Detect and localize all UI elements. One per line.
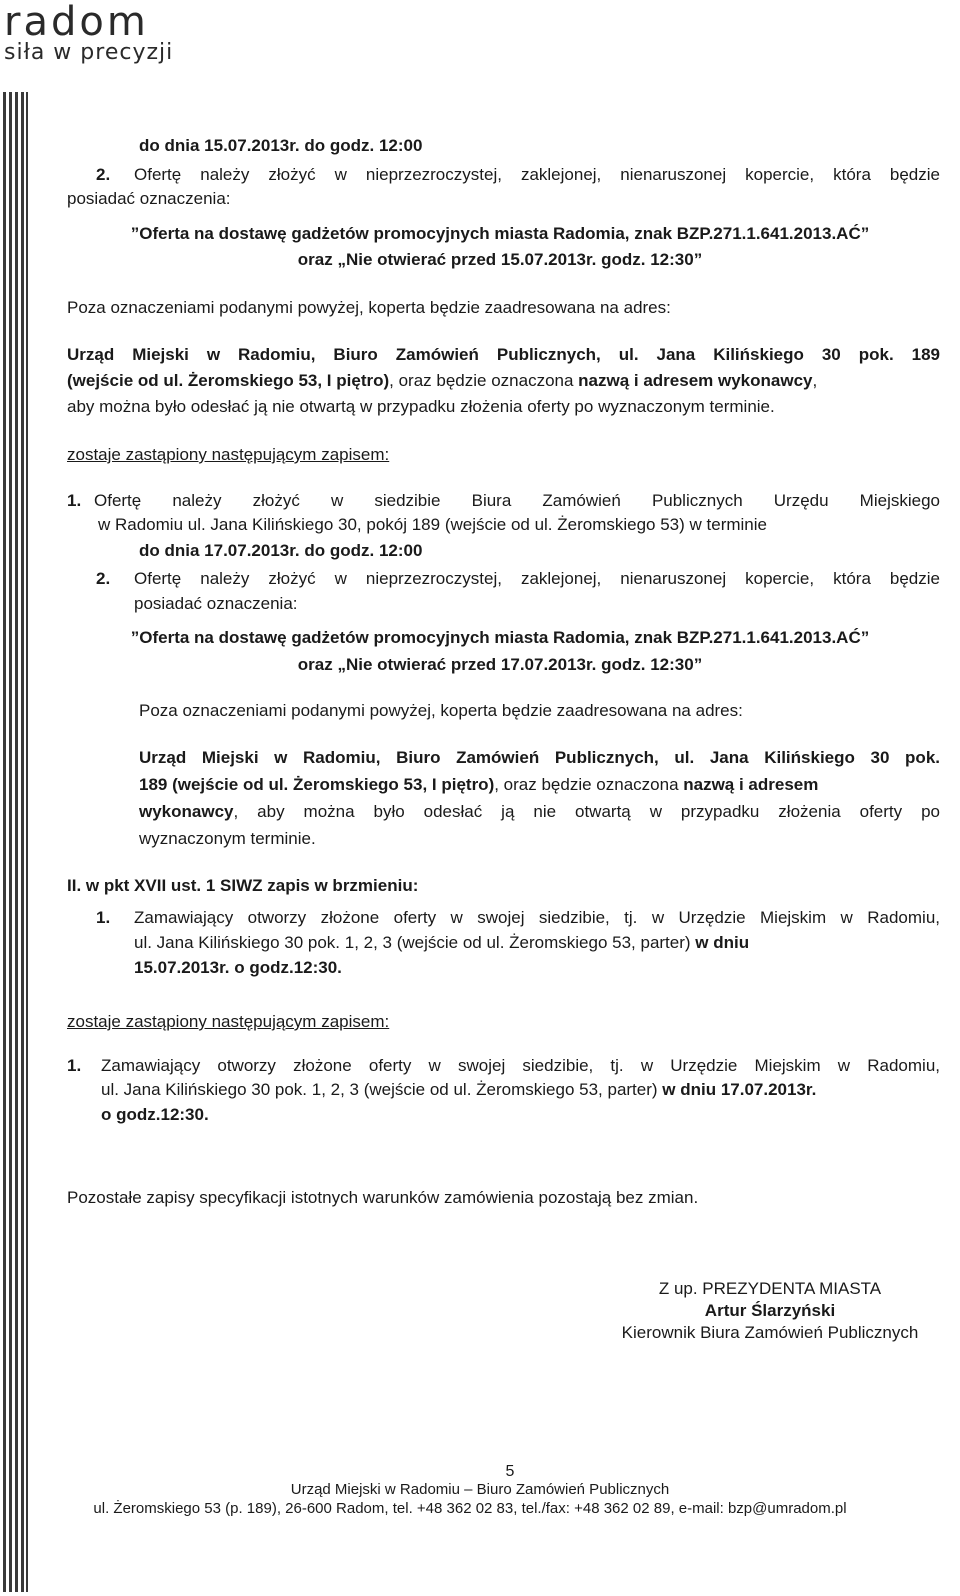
signature-line: Z up. PREZYDENTA MIASTA xyxy=(658,1279,882,1298)
paragraph-line: Poza oznaczeniami podanymi powyżej, koperta będzie zaadresowana na adres: xyxy=(139,701,743,720)
paragraph-line: Zamawiający otworzy złożone oferty w swojej siedzibie, tj. w Urzędzie Miejskim w Radomiu, xyxy=(101,1056,940,1075)
item-number: 1. xyxy=(96,908,111,927)
paragraph-line: Ofertę należy złożyć w siedzibie Biura Zamówień Publicznych Urzędu Miejskiego xyxy=(94,491,940,510)
paragraph-line: ul. Jana Kilińskiego 30 pok. 1, 2, 3 (wejście od ul. Żeromskiego 53, parter) w dniu 17.07.2013r. xyxy=(101,1080,817,1099)
envelope-label-line: ”Oferta na dostawę gadżetów promocyjnych miasta Radomia, znak BZP.271.1.641.2013.AĆ” xyxy=(130,628,870,647)
envelope-label-line: ”Oferta na dostawę gadżetów promocyjnych miasta Radomia, znak BZP.271.1.641.2013.AĆ” xyxy=(130,224,870,243)
radom-logo xyxy=(0,0,210,80)
paragraph-line: aby można było odesłać ją nie otwartą w przypadku złożenia oferty po wyznaczonym terminie. xyxy=(67,397,775,416)
footer-line: Urząd Miejski w Radomiu – Biuro Zamówień Publicznych xyxy=(290,1481,670,1498)
item-number: 2. xyxy=(96,165,111,184)
paragraph-line: ul. Jana Kilińskiego 30 pok. 1, 2, 3 (wejście od ul. Żeromskiego 53, parter) w dniu xyxy=(134,933,750,952)
page-number: 5 xyxy=(505,1463,515,1480)
paragraph-line: wyznaczonym terminie. xyxy=(139,829,316,848)
paragraph-line: posiadać oznaczenia: xyxy=(134,594,298,613)
signature-title: Kierownik Biura Zamówień Publicznych xyxy=(621,1323,919,1342)
deadline-line: do dnia 17.07.2013r. do godz. 12:00 xyxy=(139,541,423,560)
address-line: 189 (wejście od ul. Żeromskiego 53, I piętro), oraz będzie oznaczona nazwą i adresem xyxy=(139,775,819,794)
footer-line: ul. Żeromskiego 53 (p. 189), 26-600 Radom, tel. +48 362 02 83, tel./fax: +48 362 02 89, e-mail: bzp@umradom.pl xyxy=(93,1500,847,1517)
section-heading: II. w pkt XVII ust. 1 SIWZ zapis w brzmieniu: xyxy=(67,876,419,895)
paragraph-line: Ofertę należy złożyć w nieprzezroczystej, zaklejonej, nienaruszonej kopercie, która będzie xyxy=(134,569,940,588)
item-number: 1. xyxy=(67,1056,82,1075)
replacement-heading: zostaje zastąpiony następującym zapisem: xyxy=(67,1012,390,1031)
address-line: wykonawcy, aby można było odesłać ją nie otwartą w przypadku złożenia oferty po xyxy=(139,802,940,821)
logo-wordmark: radom xyxy=(4,0,149,45)
logo-tagline: siła w precyzji xyxy=(4,40,174,65)
paragraph-line: o godz.12:30. xyxy=(101,1105,209,1124)
item-number: 2. xyxy=(96,569,111,588)
paragraph-line: Poza oznaczeniami podanymi powyżej, koperta będzie zaadresowana na adres: xyxy=(67,298,671,317)
envelope-label-line: oraz „Nie otwierać przed 15.07.2013r. godz. 12:30” xyxy=(297,250,703,269)
paragraph-line: 15.07.2013r. o godz.12:30. xyxy=(134,958,342,977)
paragraph-line: w Radomiu ul. Jana Kilińskiego 30, pokój 189 (wejście od ul. Żeromskiego 53) w terminie xyxy=(98,515,767,534)
replacement-heading: zostaje zastąpiony następującym zapisem: xyxy=(67,445,390,464)
signature-name: Artur Ślarzyński xyxy=(704,1301,836,1320)
paragraph-line: Zamawiający otworzy złożone oferty w swojej siedzibie, tj. w Urzędzie Miejskim w Radomiu, xyxy=(134,908,940,927)
paragraph-line: posiadać oznaczenia: xyxy=(67,189,231,208)
envelope-label-line: oraz „Nie otwierać przed 17.07.2013r. godz. 12:30” xyxy=(297,655,703,674)
address-line: Urząd Miejski w Radomiu, Biuro Zamówień Publicznych, ul. Jana Kilińskiego 30 pok. xyxy=(139,748,940,767)
closing-statement: Pozostałe zapisy specyfikacji istotnych warunków zamówienia pozostają bez zmian. xyxy=(67,1188,699,1207)
paragraph-line: Ofertę należy złożyć w nieprzezroczystej, zaklejonej, nienaruszonej kopercie, która będzie xyxy=(134,165,940,184)
decorative-side-bars xyxy=(3,92,29,1592)
item-number: 1. xyxy=(67,491,82,510)
deadline-line: do dnia 15.07.2013r. do godz. 12:00 xyxy=(139,136,423,155)
address-line: Urząd Miejski w Radomiu, Biuro Zamówień Publicznych, ul. Jana Kilińskiego 30 pok. 189 xyxy=(67,345,940,364)
address-line: (wejście od ul. Żeromskiego 53, I piętro), oraz będzie oznaczona nazwą i adresem wykonawcy, xyxy=(67,371,818,390)
